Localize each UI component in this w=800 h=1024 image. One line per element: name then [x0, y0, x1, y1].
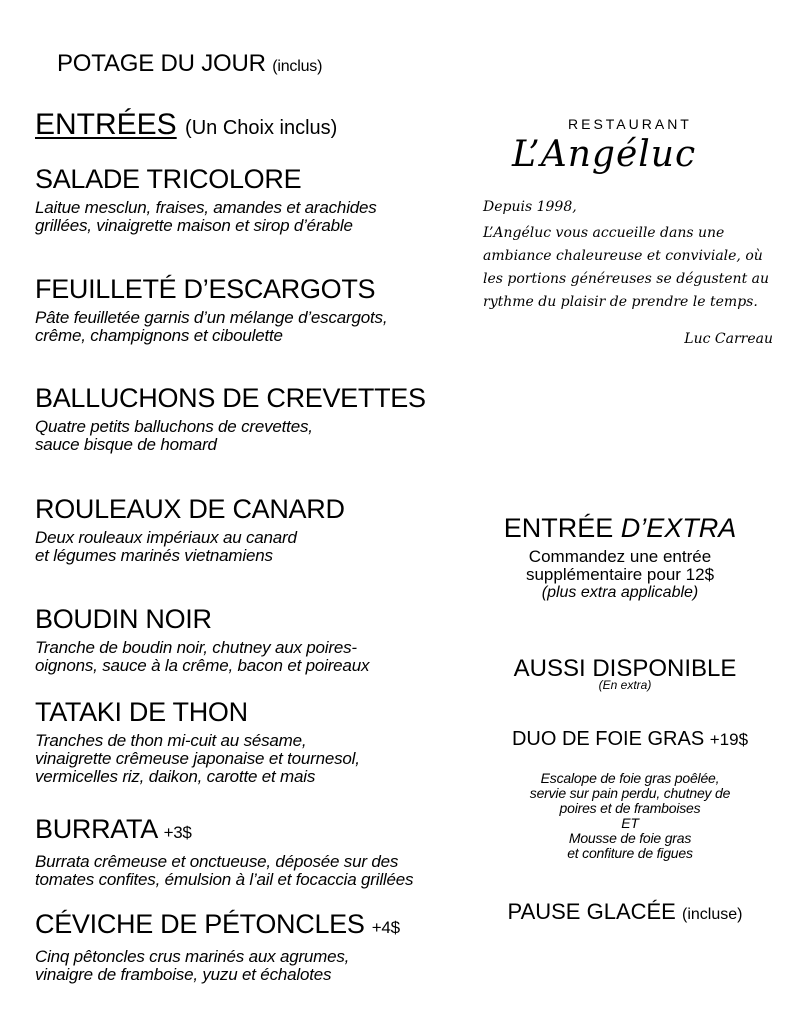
dish-title: [35, 908, 485, 944]
dish-ceviche-petoncles: [35, 908, 485, 984]
dish-description: Deux rouleaux impériaux au canard et légumes marinés vietnamiens: [35, 528, 297, 565]
dish-name: SALADE TRICOLORE: [35, 164, 302, 194]
duo-foie-gras-price: +19$: [709, 730, 749, 749]
duo-foie-gras-title: [480, 726, 780, 753]
dish-name: TATAKI DE THON: [35, 697, 248, 727]
pause-glacee-note: (incluse): [681, 906, 743, 923]
dish-price: +4$: [371, 918, 400, 937]
entrees-heading: [35, 108, 337, 142]
welcome-body: L’Angéluc vous accueille dans une ambiance chaleureuse et conviviale, où les portions généreuses se dégustent au rythme du plaisir de prendre le temps.: [483, 225, 770, 310]
pause-glacee-title: [490, 898, 760, 929]
dish-name: BOUDIN NOIR: [35, 604, 212, 634]
entrees-note: (Un Choix inclus): [185, 117, 338, 139]
restaurant-logo: [512, 116, 742, 178]
entree-extra-title-italic: D’EXTRA: [620, 513, 737, 543]
dish-title: [35, 603, 485, 635]
dish-name: ROULEAUX DE CANARD: [35, 494, 345, 524]
duo-foie-gras-description: Escalope de foie gras poêlée, servie sur pain perdu, chutney de poires et de framboises ET Mousse de foie gras et confiture de figues: [529, 770, 731, 861]
dish-price: +3$: [163, 823, 192, 842]
potage-heading: [57, 50, 322, 78]
entree-extra-note: (plus extra applicable): [541, 584, 699, 601]
pause-glacee-name: PAUSE GLACÉE: [507, 899, 676, 924]
dish-burrata: [35, 813, 485, 889]
logo-restaurant-name: L’Angéluc: [512, 134, 697, 175]
dish-title: [35, 382, 485, 414]
entree-extra-title: [490, 512, 750, 544]
logo-restaurant-label: RESTAURANT: [568, 116, 692, 132]
dish-description: Laitue mesclun, fraises, amandes et arachides grillées, vinaigrette maison et sirop d’érable: [35, 198, 377, 235]
dish-title: [35, 163, 485, 195]
entrees-title: ENTRÉES: [35, 108, 177, 141]
entree-extra-title-main: ENTRÉE: [503, 513, 621, 543]
potage-note: (inclus): [272, 58, 323, 75]
dish-title: [35, 493, 485, 525]
entree-extra-line2: supplémentaire pour 12$: [525, 565, 715, 584]
dish-rouleaux-canard: [35, 493, 485, 565]
welcome-signature: Luc Carreau: [684, 331, 773, 347]
duo-foie-gras-name: DUO DE FOIE GRAS: [511, 728, 705, 750]
aussi-disponible-sub: (En extra): [598, 678, 652, 692]
potage-title: POTAGE DU JOUR: [57, 50, 266, 77]
dish-salade-tricolore: [35, 163, 485, 235]
dish-title: [35, 696, 485, 728]
dish-name: FEUILLETÉ D’ESCARGOTS: [35, 274, 376, 304]
dish-description: Cinq pêtoncles crus marinés aux agrumes, vinaigre de framboise, yuzu et échalotes: [35, 947, 350, 984]
dish-feuillete-escargots: [35, 273, 485, 345]
dish-title: [35, 813, 485, 849]
dish-description: Quatre petits balluchons de crevettes, sauce bisque de homard: [35, 417, 313, 454]
dish-description: Tranches de thon mi-cuit au sésame, vinaigrette crêmeuse japonaise et tournesol, vermicelles riz, daikon, carotte et mais: [35, 731, 360, 786]
aussi-disponible-section: [490, 655, 760, 691]
dish-description: Pâte feuilletée garnis d’un mélange d’escargots, crême, champignons et ciboulette: [35, 308, 388, 345]
dish-name: BALLUCHONS DE CREVETTES: [35, 383, 426, 413]
dish-description: Burrata crêmeuse et onctueuse, déposée sur des tomates confites, émulsion à l’ail et focaccia grillées: [35, 852, 414, 889]
dish-name: BURRATA: [35, 814, 157, 844]
entree-extra-line1: Commandez une entrée: [528, 547, 712, 566]
welcome-message: [483, 196, 773, 351]
dish-name: CÉVICHE DE PÉTONCLES: [35, 909, 365, 939]
dish-boudin-noir: [35, 603, 485, 675]
aussi-disponible-title: AUSSI DISPONIBLE: [513, 655, 737, 682]
welcome-intro: Depuis 1998,: [483, 199, 577, 215]
duo-foie-gras-section: [480, 726, 780, 861]
entree-extra-section: [490, 512, 750, 601]
dish-title: [35, 273, 485, 305]
dish-description: Tranche de boudin noir, chutney aux poires- oignons, sauce à la crême, bacon et poireaux: [35, 638, 370, 675]
dish-tataki-thon: [35, 696, 485, 786]
dish-balluchons-crevettes: [35, 382, 485, 454]
pause-glacee-section: [490, 898, 760, 929]
